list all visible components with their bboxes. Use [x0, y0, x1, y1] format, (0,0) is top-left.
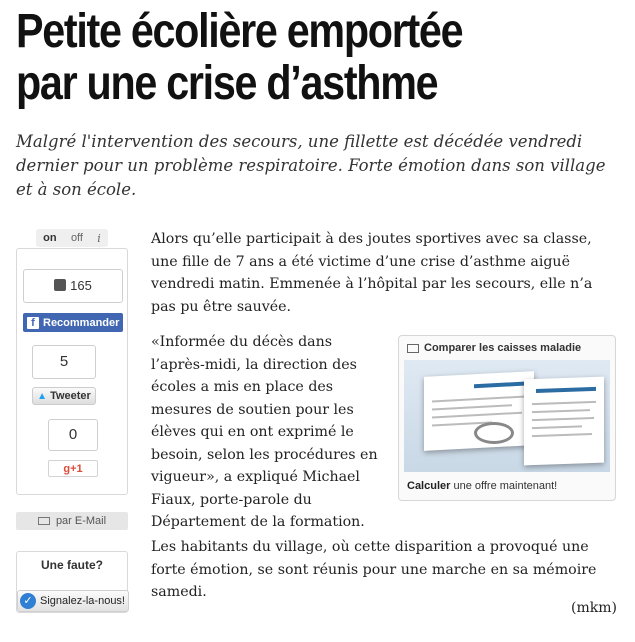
ad-document-right — [524, 377, 604, 466]
gplus-label: g+1 — [63, 462, 83, 475]
ad-caption-bold: Calculer — [407, 480, 451, 492]
email-share-label: par E-Mail — [55, 515, 107, 527]
facebook-recommend-label: Recommander — [43, 316, 120, 329]
facebook-icon: f — [27, 317, 39, 329]
ad-title-text: Comparer les caisses maladie — [424, 342, 582, 354]
tweet-label: Tweeter — [50, 390, 91, 402]
ad-image[interactable] — [404, 360, 610, 472]
gplus-count: 0 — [68, 426, 78, 443]
lead-text: Malgré l'intervention des secours, une fillette est décédée vendredi dernier pour un problème respiratoire. Forte émotion dans son village et à son école. — [16, 132, 606, 199]
share-panel — [16, 248, 128, 495]
like-count-box — [23, 269, 123, 303]
facebook-recommend-button[interactable] — [23, 313, 123, 332]
like-count: 165 — [70, 278, 92, 293]
checkmark-icon: ✓ — [20, 593, 36, 609]
email-share-button[interactable] — [16, 512, 128, 530]
tweet-count: 5 — [59, 353, 69, 370]
toggle-off[interactable]: off — [70, 232, 83, 244]
tweet-button[interactable] — [32, 387, 96, 405]
health-insurance-ad[interactable] — [398, 335, 616, 501]
headline-line-1: Petite écolière emportée — [16, 5, 463, 58]
report-error-box — [16, 551, 128, 613]
ad-caption[interactable] — [407, 480, 557, 492]
article-paragraph-3: Les habitants du village, où cette disparition a provoqué une forte émotion, se sont réunis pour une marche en sa mémoire samedi. — [151, 539, 597, 600]
envelope-icon — [38, 517, 50, 525]
thumbs-up-icon — [54, 279, 66, 291]
report-error-button[interactable] — [17, 590, 129, 612]
gplus-button[interactable] — [48, 460, 98, 477]
ad-caption-rest: une offre maintenant! — [450, 480, 558, 492]
author-signature: (mkm) — [571, 600, 617, 616]
report-error-label: Signalez-la-nous! — [40, 595, 125, 607]
info-icon[interactable]: i — [97, 231, 101, 245]
social-toggle[interactable] — [36, 229, 108, 247]
twitter-bird-icon: ▲ — [37, 390, 48, 402]
toggle-on[interactable]: on — [43, 232, 57, 244]
article-paragraph-2: «Informée du décès dans l’après-midi, la direction des écoles a mis en place des mesures de soutien pour les élèves qui en ont exprimé le besoin, selon les procédures en vigueur», a expliqué Michael Fiaux, porte-parole du Département de la formation. — [151, 334, 378, 530]
headline — [16, 6, 618, 110]
stethoscope-icon — [474, 422, 514, 444]
article-paragraph-1: Alors qu’elle participait à des joutes sportives avec sa classe, une fille de 7 ans a été victime d’une crise d’asthme aiguë vendredi matin. Emmenée à l’hôpital par les secours, elle n’a pas pu être sauvée. — [151, 231, 593, 315]
gplus-count-box — [48, 419, 98, 451]
ad-title[interactable] — [407, 342, 581, 354]
headline-line-2: par une crise d’asthme — [16, 57, 438, 110]
monitor-icon — [407, 344, 419, 353]
tweet-count-box — [32, 345, 96, 379]
report-error-title: Une faute? — [40, 558, 103, 572]
